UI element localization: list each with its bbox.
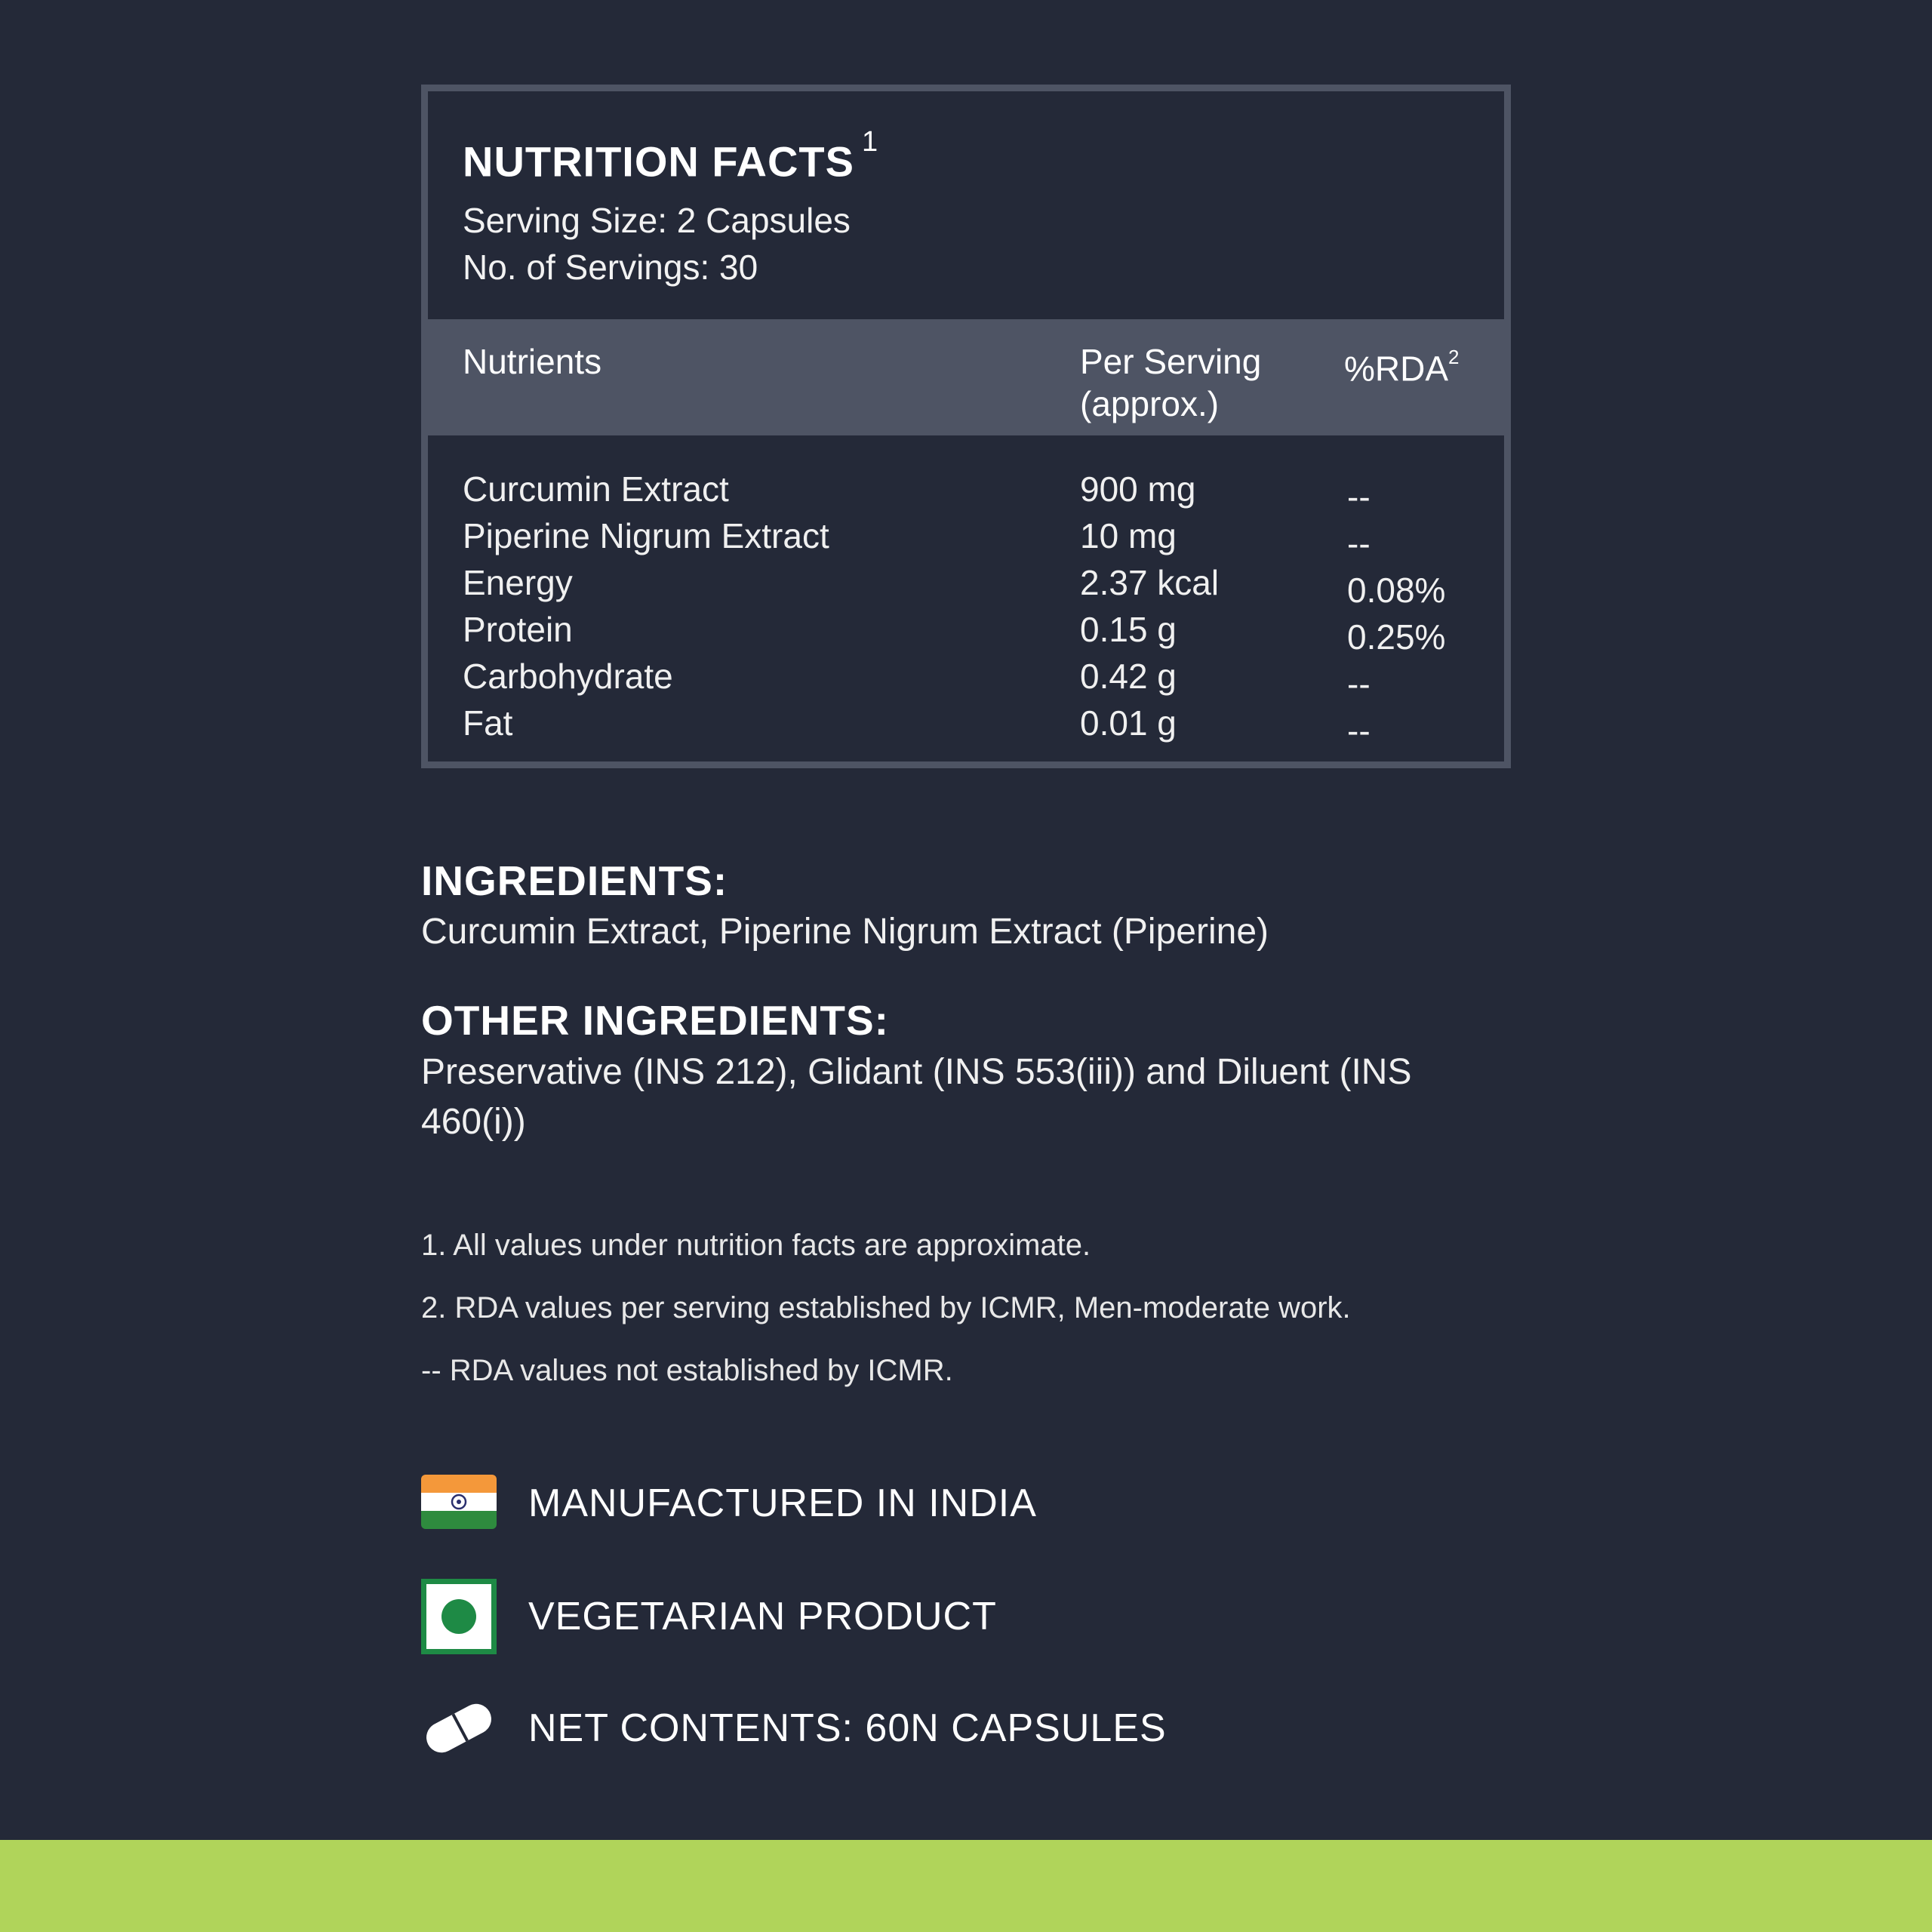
- footnote-2: 2. RDA values per serving established by ICMR, Men-moderate work.: [421, 1291, 1351, 1324]
- footnote-3: -- RDA values not established by ICMR.: [421, 1354, 953, 1387]
- nutrient-name: Fat: [463, 703, 513, 743]
- header-rda-footnote: 2: [1448, 346, 1460, 368]
- ingredients-text: Curcumin Extract, Piperine Nigrum Extract (Piperine): [421, 912, 1269, 952]
- made-in-india-badge: [421, 1466, 1553, 1541]
- nutrient-amount: 0.01 g: [1080, 703, 1177, 743]
- nutrition-facts-panel: [421, 85, 1511, 768]
- nutrient-rda: --: [1347, 711, 1371, 750]
- header-per-serving: [1080, 340, 1261, 425]
- nutrient-name: Energy: [463, 563, 573, 602]
- nutrient-rda: --: [1347, 524, 1371, 563]
- header-rda-text: %RDA: [1344, 349, 1449, 389]
- table-row: [428, 512, 1504, 563]
- nutrient-amount: 2.37 kcal: [1080, 563, 1220, 602]
- vegetarian-mark-icon: [421, 1579, 497, 1654]
- india-flag-icon: [421, 1466, 497, 1541]
- nutrition-facts-title: [463, 126, 879, 186]
- table-row: [428, 606, 1504, 657]
- nutrient-rda: 0.25%: [1347, 617, 1446, 657]
- vegetarian-badge: [421, 1579, 1553, 1654]
- nutrient-rda: 0.08%: [1347, 571, 1446, 610]
- other-ingredients-heading: OTHER INGREDIENTS:: [421, 997, 889, 1044]
- nutrient-rda: --: [1347, 477, 1371, 516]
- ingredients-heading: INGREDIENTS:: [421, 857, 728, 904]
- bottom-accent-bar: [0, 1840, 1932, 1932]
- nutrient-name: Curcumin Extract: [463, 469, 729, 509]
- table-header: [428, 319, 1504, 435]
- header-per-serving-line1: Per Serving: [1080, 342, 1262, 381]
- net-contents-badge: [421, 1690, 1553, 1766]
- nutrient-amount: 10 mg: [1080, 516, 1177, 555]
- header-rda: [1344, 340, 1460, 389]
- nutrient-amount: 900 mg: [1080, 469, 1196, 509]
- capsule-icon: [421, 1690, 497, 1766]
- header-nutrients: Nutrients: [463, 342, 602, 381]
- nutrient-name: Protein: [463, 610, 573, 649]
- servings-count: No. of Servings: 30: [463, 248, 758, 287]
- title-footnote-marker: 1: [861, 126, 879, 158]
- vegetarian-label: VEGETARIAN PRODUCT: [528, 1595, 997, 1638]
- footnote-1: 1. All values under nutrition facts are approximate.: [421, 1229, 1091, 1262]
- other-ingredients-text: Preservative (INS 212), Glidant (INS 553(iii)) and Diluent (INS 460(i)): [421, 1052, 1412, 1142]
- serving-size: Serving Size: 2 Capsules: [463, 201, 851, 240]
- table-row: [428, 653, 1504, 703]
- header-per-serving-line2: (approx.): [1080, 384, 1220, 423]
- table-row: [428, 700, 1504, 750]
- nutrition-title-text: NUTRITION FACTS: [463, 137, 854, 186]
- nutrient-amount: 0.42 g: [1080, 657, 1177, 696]
- nutrient-name: Carbohydrate: [463, 657, 673, 696]
- nutrient-name: Piperine Nigrum Extract: [463, 516, 829, 555]
- table-row: [428, 559, 1504, 610]
- table-row: [428, 466, 1504, 516]
- made-in-india-label: MANUFACTURED IN INDIA: [528, 1481, 1037, 1525]
- nutrient-rda: --: [1347, 664, 1371, 703]
- net-contents-label: NET CONTENTS: 60N CAPSULES: [528, 1706, 1167, 1750]
- nutrient-amount: 0.15 g: [1080, 610, 1177, 649]
